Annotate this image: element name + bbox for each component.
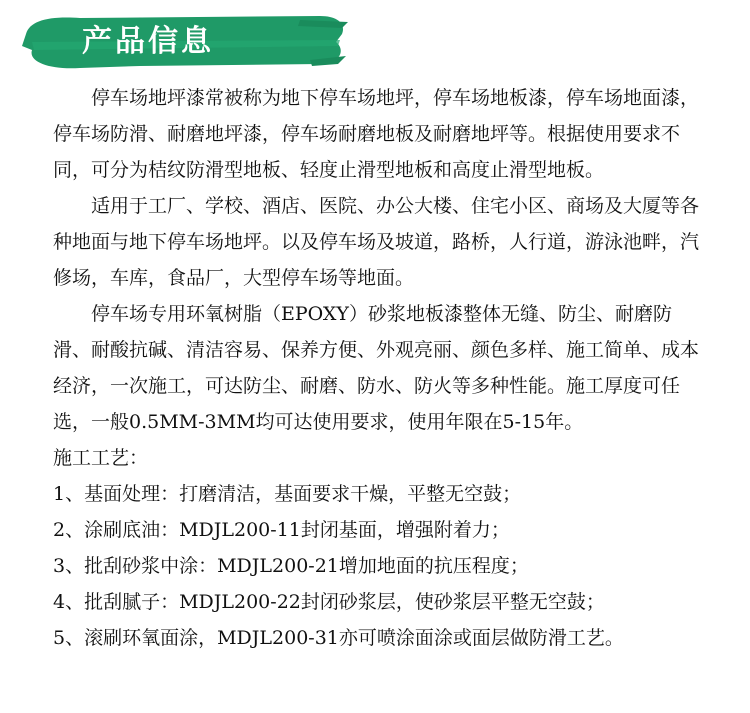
process-step: 2、涂刷底油：MDJL200-11封闭基面，增强附着力； [53,519,510,541]
intro-paragraph: 停车场地坪漆常被称为地下停车场地坪，停车场地板漆，停车场地面漆，停车场防滑、耐磨地坪漆，停车场耐磨地板及耐磨地坪等。根据使用要求不同，可分为桔纹防滑型地板、轻度止滑型地板和高度止滑型地板。 [53,87,700,181]
process-heading: 施工工艺： [53,447,149,469]
process-step: 4、批刮腻子：MDJL200-22封闭砂浆层，使砂浆层平整无空鼓； [53,591,605,613]
process-step: 1、基面处理：打磨清洁，基面要求干燥，平整无空鼓； [53,483,522,505]
features-paragraph: 停车场专用环氧树脂（EPOXY）砂浆地板漆整体无缝、防尘、耐磨防滑、耐酸抗碱、清洁容易、保养方便、外观亮丽、颜色多样、施工简单、成本经济，一次施工，可达防尘、耐磨、防水、防火等多种性能。施工厚度可任选，一般0.5MM-3MM均可达使用要求，使用年限在5-15年。 [53,303,700,433]
process-step: 3、批刮砂浆中涂：MDJL200-21增加地面的抗压程度； [53,555,529,577]
application-paragraph: 适用于工厂、学校、酒店、医院、办公大楼、住宅小区、商场及大厦等各种地面与地下停车场地坪。以及停车场及坡道，路桥，人行道，游泳池畔，汽修场，车库，食品厂，大型停车场等地面。 [53,195,700,289]
process-step: 5、滚刷环氧面涂，MDJL200-31亦可喷涂面涂或面层做防滑工艺。 [53,627,624,649]
section-title: 产品信息 [82,24,214,59]
article-body [53,80,703,656]
section-banner [20,12,350,72]
